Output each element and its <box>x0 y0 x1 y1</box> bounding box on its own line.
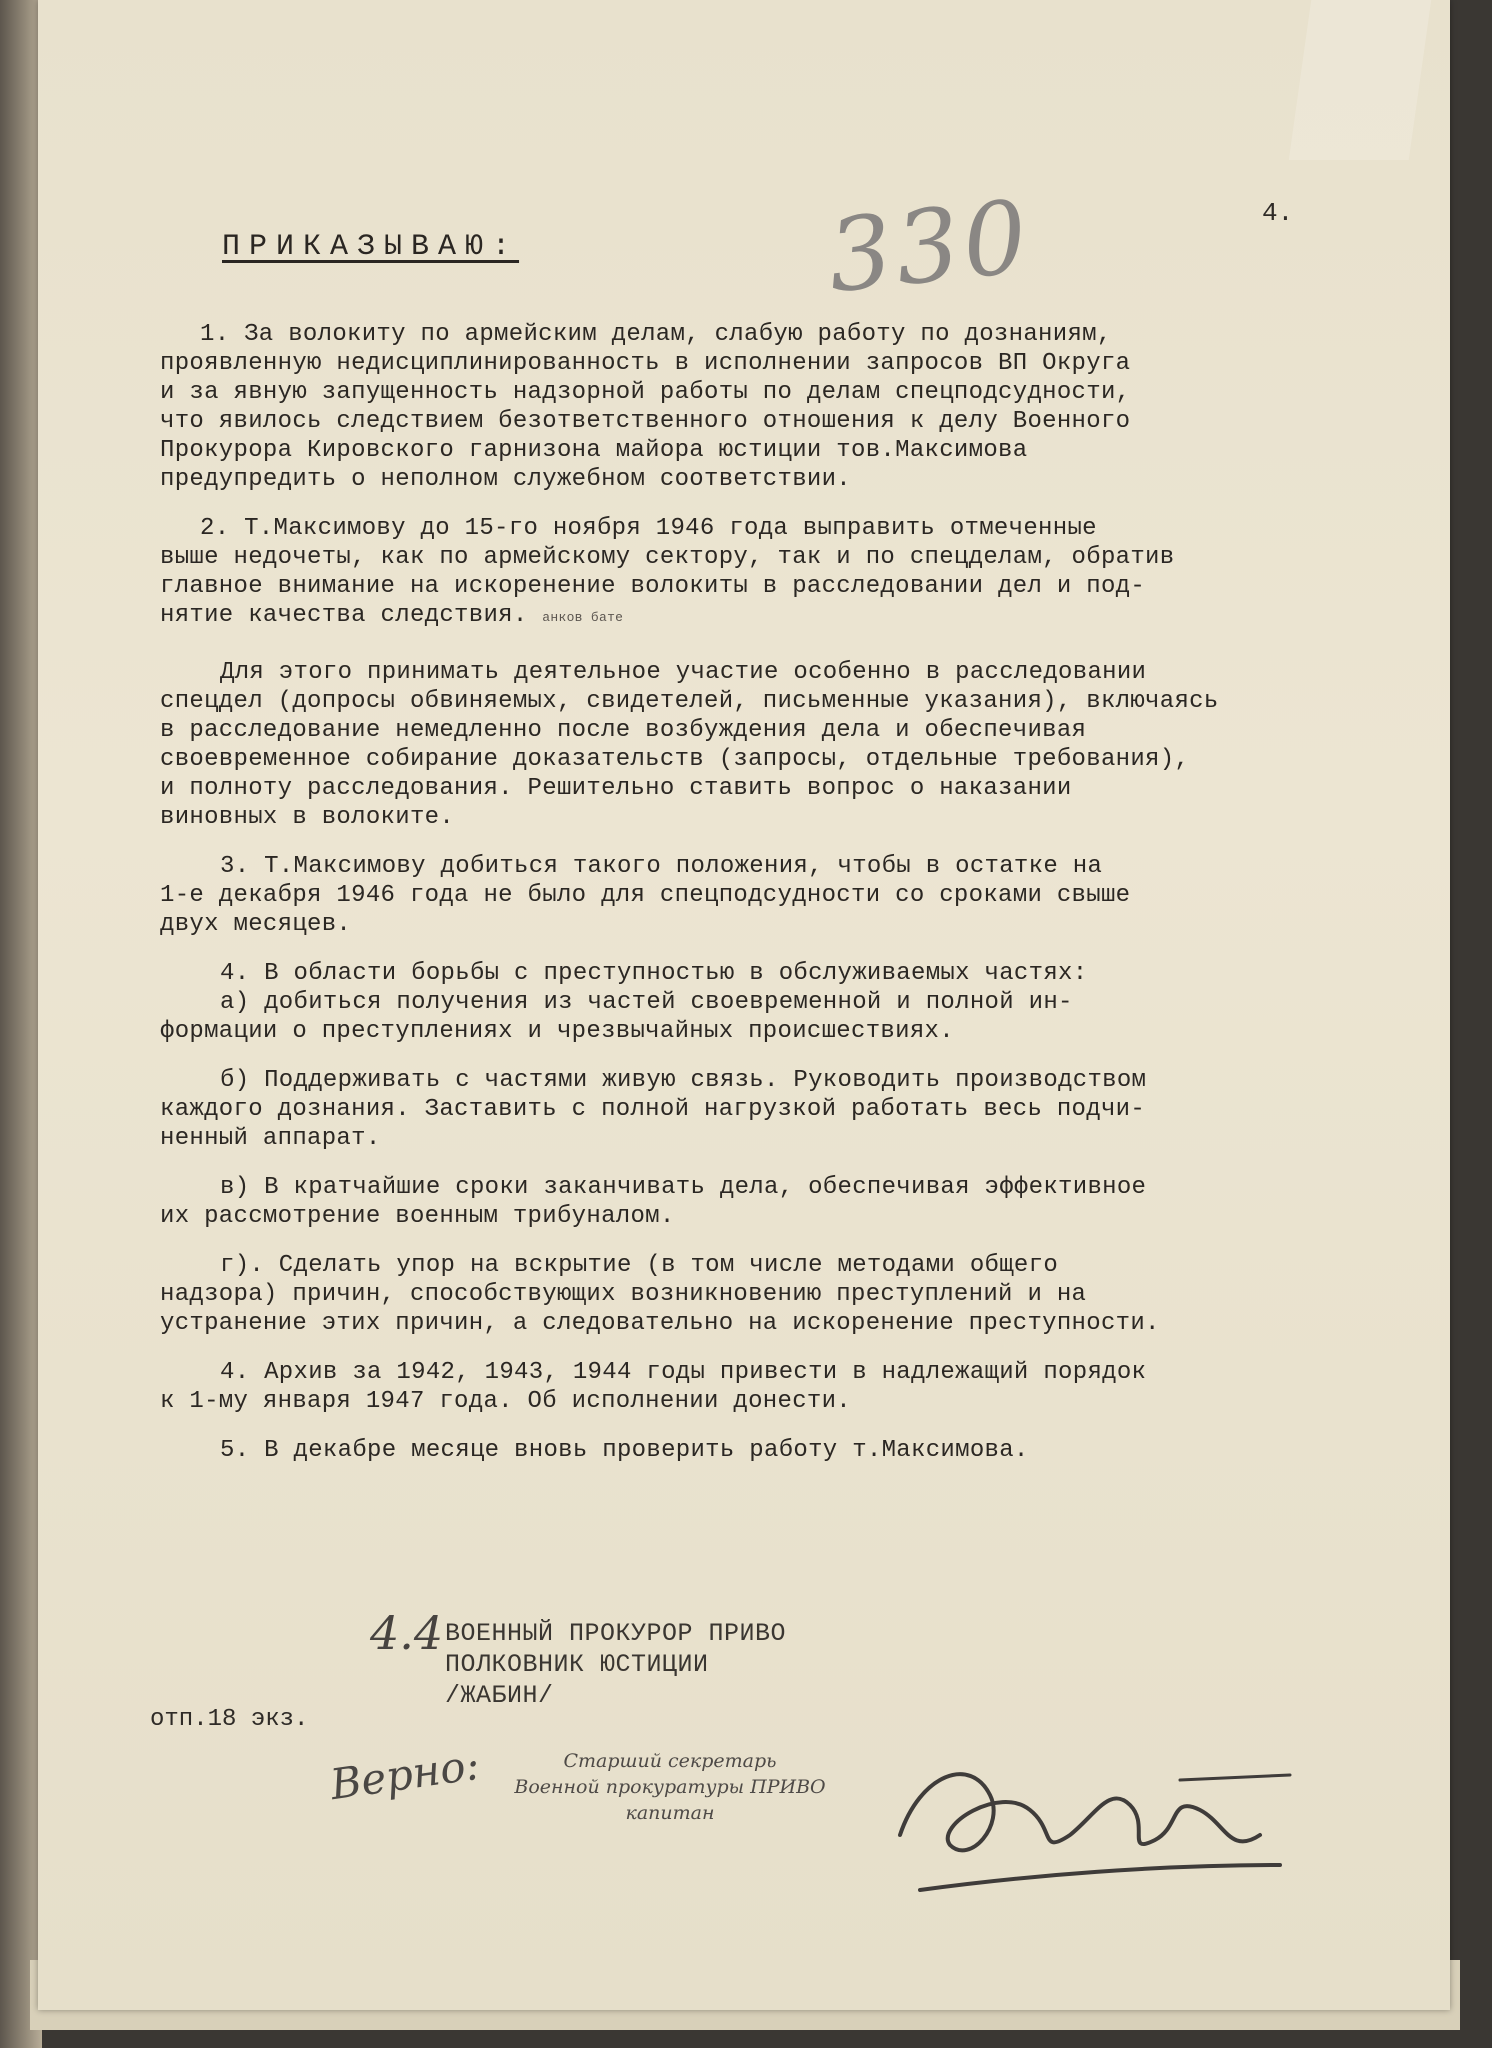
text-line-content: нятие качества следствия. <box>160 602 528 629</box>
text-line: в) В кратчайшие сроки заканчивать дела, обеспечивая эффективное <box>220 1174 1147 1201</box>
text-line: ненный аппарат. <box>160 1125 381 1152</box>
handwritten-archive-number: 330 <box>822 177 1037 316</box>
page-number: 4. <box>1262 198 1294 228</box>
text-line: 4. В области борьбы с преступностью в обслуживаемых частях: <box>220 960 1088 987</box>
stamp-line: капитан <box>625 1802 715 1824</box>
paragraph-2b <box>160 658 1430 832</box>
text-line: 5. В декабре месяце вновь проверить работу т.Максимова. <box>220 1437 1029 1464</box>
text-line: что явилось следствием безответственного отношения к делу Военного <box>160 408 1131 435</box>
text-line <box>160 601 1430 632</box>
overlay-fragment: анков бате <box>542 610 624 625</box>
copies-count: отп.18 экз. <box>150 1706 309 1733</box>
text-line: 1-е декабря 1946 года не было для спецподсудности со сроками свыше <box>160 882 1131 909</box>
text-line: в расследование немедленно после возбуждения дела и обеспечивая <box>160 717 1087 744</box>
order-heading: ПРИКАЗЫВАЮ: <box>222 230 520 264</box>
stamp-line: Военной прокуратуры ПРИВО <box>514 1776 826 1798</box>
text-line: устранение этих причин, а следовательно на искоренение преступности. <box>160 1310 1160 1337</box>
secretary-stamp <box>490 1748 850 1826</box>
text-line: 1. За волокиту по армейским делам, слабую работу по дознаниям, <box>200 321 1112 348</box>
signatory-name: /ЖАБИН/ <box>445 1681 554 1710</box>
text-line: 3. Т.Максимову добиться такого положения, чтобы в остатке на <box>220 853 1103 880</box>
order-body <box>160 320 1430 1485</box>
signatory-title: ВОЕННЫЙ ПРОКУРОР ПРИВО <box>445 1619 787 1648</box>
text-line: к 1-му января 1947 года. Об исполнении донести. <box>160 1388 852 1415</box>
text-line: и полноту расследования. Решительно ставить вопрос о наказании <box>160 775 1072 802</box>
paragraph-6 <box>160 1436 1430 1465</box>
text-line: главное внимание на искоренение волокиты в расследовании дел и под- <box>160 573 1146 600</box>
text-line: Прокурора Кировского гарнизона майора юстиции тов.Максимова <box>160 437 1028 464</box>
text-line: виновных в волоките. <box>160 804 455 831</box>
text-line: их рассмотрение военным трибуналом. <box>160 1203 675 1230</box>
text-line: г). Сделать упор на вскрытие (в том числе методами общего <box>220 1252 1059 1279</box>
paragraph-2 <box>160 514 1430 632</box>
text-line: а) добиться получения из частей своевременной и полной ин- <box>220 989 1073 1016</box>
paragraph-4c <box>160 1173 1430 1231</box>
text-line: выше недочеты, как по армейскому сектору, так и по спецделам, обратив <box>160 544 1175 571</box>
text-line: надзора) причин, способствующих возникновению преступлений и на <box>160 1281 1087 1308</box>
text-line: Для этого принимать деятельное участие особенно в расследовании <box>220 659 1147 686</box>
paper-crease <box>1289 0 1431 160</box>
text-line: и за явную запущенность надзорной работы по делам спецподсудности, <box>160 379 1131 406</box>
text-line: формации о преступлениях и чрезвычайных происшествиях. <box>160 1018 954 1045</box>
text-line: б) Поддерживать с частями живую связь. Руководить производством <box>220 1067 1147 1094</box>
binding-edge <box>0 0 42 2048</box>
paragraph-1 <box>160 320 1430 494</box>
text-line: предупредить о неполном служебном соответствии. <box>160 466 852 493</box>
signature-scrawl <box>880 1715 1300 1915</box>
signature-block <box>445 1618 786 1711</box>
stamp-line: Старший секретарь <box>563 1750 777 1772</box>
text-line: спецдел (допросы обвиняемых, свидетелей, письменные указания), включаясь <box>160 688 1219 715</box>
text-line: каждого дознания. Заставить с полной нагрузкой работать весь подчи- <box>160 1096 1146 1123</box>
text-line: двух месяцев. <box>160 911 352 938</box>
text-line: проявленную недисциплинированность в исполнении запросов ВП Округа <box>160 350 1131 377</box>
paragraph-4b <box>160 1066 1430 1153</box>
handwritten-initial: 4.4 <box>370 1606 444 1660</box>
paragraph-5 <box>160 1358 1430 1416</box>
text-line: своевременное собирание доказательств (запросы, отдельные требования), <box>160 746 1190 773</box>
paragraph-3 <box>160 852 1430 939</box>
signatory-rank: ПОЛКОВНИК ЮСТИЦИИ <box>445 1650 709 1679</box>
paragraph-4 <box>160 959 1430 1046</box>
text-line: 2. Т.Максимову до 15-го ноября 1946 года выправить отмеченные <box>200 515 1097 542</box>
text-line: 4. Архив за 1942, 1943, 1944 годы привести в надлежащий порядок <box>220 1359 1147 1386</box>
paragraph-4d <box>160 1251 1430 1338</box>
certification-note: Верно: <box>327 1739 483 1810</box>
